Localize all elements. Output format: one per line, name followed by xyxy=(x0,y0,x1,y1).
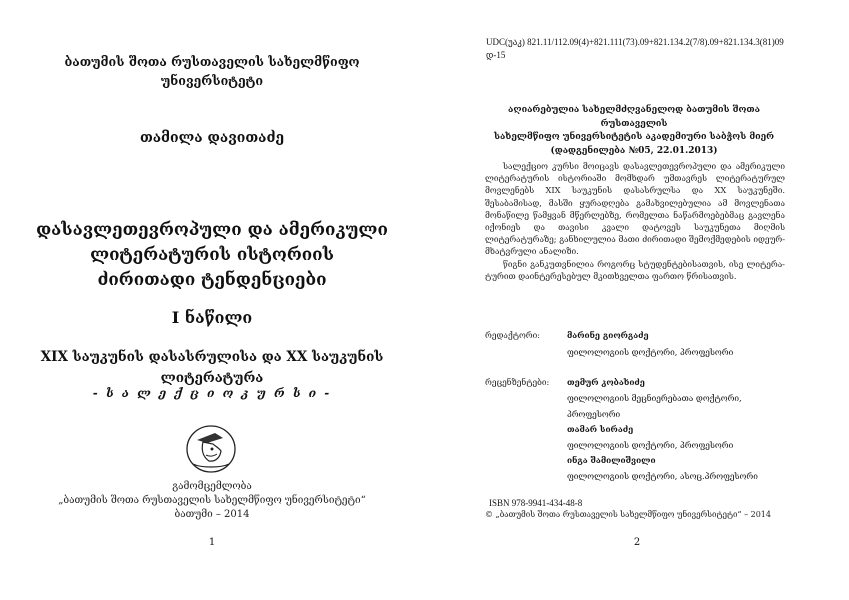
university-name xyxy=(0,52,424,90)
part-label: I ნაწილი xyxy=(171,308,253,327)
editor-label: რედაქტორი: xyxy=(485,330,541,340)
reviewer-3-name: ინგა შამილიშვილი xyxy=(567,455,656,465)
reviewer-1-title-b: პროფესორი xyxy=(567,409,621,419)
university-emblem-icon xyxy=(185,424,237,474)
editor-title: ფილოლოგიის დოქტორი, პროფესორი xyxy=(567,347,734,357)
publisher-block xyxy=(0,480,424,522)
author-name: თამილა დავითაძე xyxy=(139,130,285,146)
title-line-1: დასავლეთევროპული და ამერიკული xyxy=(36,220,388,240)
title-line-3: ძირითადი ტენდენციები xyxy=(97,270,327,290)
university-line-2: უნივერსიტეტი xyxy=(160,73,264,88)
approval-line-1: აღიარებულია სახელმძღვანელოდ ბათუმის შოთა რუსთაველის xyxy=(508,105,760,129)
right-page xyxy=(425,0,849,600)
abstract-paragraph-2: წიგნი განკუთვნილია როგორც სტუდენტებისათვის, ისე ლიტერა-ტურით დაინტერესებულ მკითხველთა ფართო წრისათვის. xyxy=(485,258,785,281)
title-line-2: ლიტერატურის ისტორიის xyxy=(90,245,334,265)
genre-label: - ს ა ლ ე ქ ც ი ო კ უ რ ს ი - xyxy=(92,386,332,400)
subtitle xyxy=(0,347,424,389)
page-number-right: 2 xyxy=(633,537,641,548)
reviewer-1-title-a: ფილოლოგიის მეცნიერებათა დოქტორი, xyxy=(567,393,742,403)
approval-note xyxy=(485,104,783,158)
editor-name: მარინე გიორგაძე xyxy=(567,330,649,340)
publisher-line-3: ბათუმი – 2014 xyxy=(174,509,250,520)
page-number-left: 1 xyxy=(208,537,216,548)
abstract-paragraph-1: სალექციო კურსი მოიცავს დასავლეთევროპული და ამერიკული ლიტერატურის ისტორიაში მომხდარ უმთავრეს ლიტერატურულ მოვლენებს XIX საუკუნის დასასრულსა და XX საუკუნეში. შესაბამისად, მასში ყურადღება გამახვილებულია ამ მოვლენათა მონაწილე წამყვან მწერლებზე, რომელთა ნაწარმოებებმაც გავლენა იქონიეს და თავისი კვალი დატოვეს საუკუნეთა მიღმის ლიტერატურაზე; განხილულია მათი ძირითადი შემოქმედების იდეურ-მხატვრული ანალიზი. xyxy=(485,161,785,257)
reviewer-2-name: თამარ სირაძე xyxy=(567,424,634,434)
publisher-line-1: გამომცემლობა xyxy=(172,481,252,492)
approval-line-3: (დადგენილება №05, 22.01.2013) xyxy=(550,145,718,156)
reviewer-3-title: ფილოლოგიის დოქტორი, ასოც.პროფესორი xyxy=(567,471,758,481)
subtitle-line-1: XIX საუკუნის დასასრულისა და XX საუკუნის xyxy=(40,349,384,365)
udc-line-2: დ-15 xyxy=(486,50,506,60)
subtitle-line-2: ლიტერატურა xyxy=(160,370,264,386)
udc-line-1: UDC(უაკ) 821.11/112.09(4)+821.111(73).09+821.134.2(7/8).09+821.134.3(81)09 xyxy=(486,37,784,47)
approval-line-2: სახელმწიფო უნივერსიტეტის აკადემიური საბჭოს მიერ xyxy=(493,132,775,142)
udc-code xyxy=(486,36,826,62)
abstract xyxy=(485,160,785,282)
reviewer-1-name: თემურ კობახიძე xyxy=(567,377,645,387)
isbn: ISBN 978-9941-434-48-8 xyxy=(489,498,583,508)
publisher-line-2: „ბათუმის შოთა რუსთაველის სახელმწიფო უნივერსიტეტი“ xyxy=(58,495,366,506)
book-title xyxy=(0,218,424,293)
reviewers-label: რეცენზენტები: xyxy=(485,377,550,387)
reviewer-2-title: ფილოლოგიის დოქტორი, პროფესორი xyxy=(567,440,734,450)
copyright: © „ბათუმის შოთა რუსთაველის სახელმწიფო უნივერსიტეტი“ – 2014 xyxy=(485,510,771,519)
university-line-1: ბათუმის შოთა რუსთაველის სახელმწიფო xyxy=(64,54,360,69)
left-page xyxy=(0,0,424,600)
